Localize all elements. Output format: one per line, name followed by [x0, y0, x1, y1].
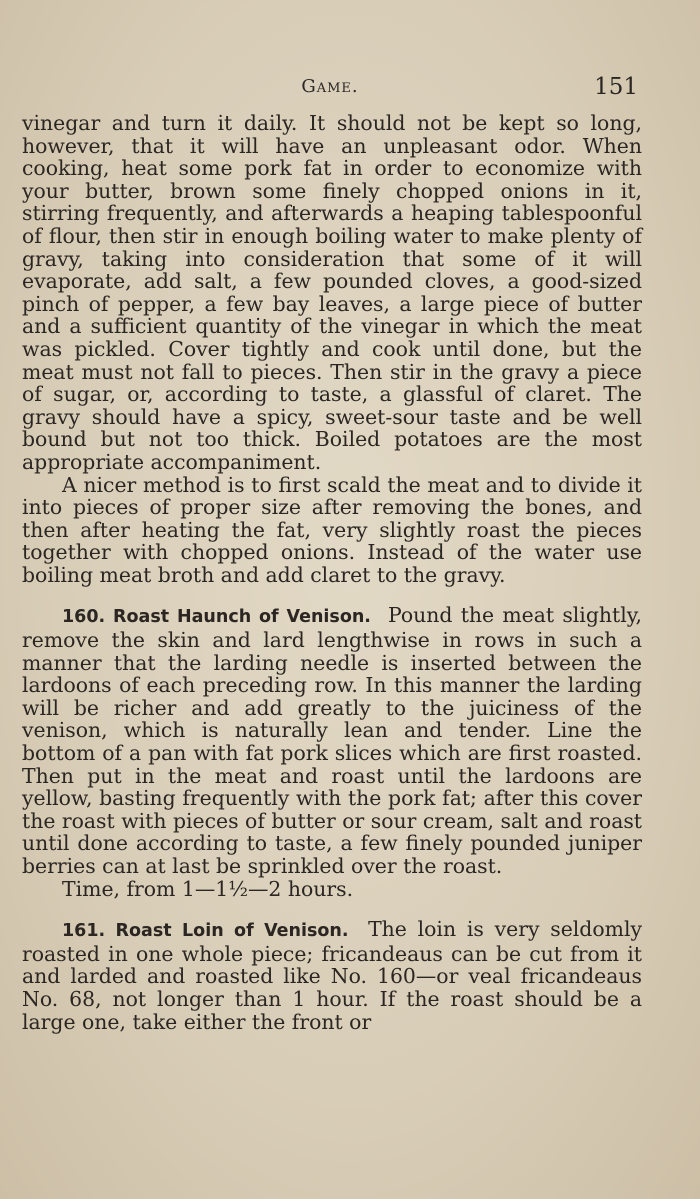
recipe-161: [22, 918, 642, 1033]
recipe-160: [22, 604, 642, 877]
paragraph-alternative-method: A nicer method is to first scald the meat and to divide it into pieces of proper size after removing the bones, and then after heating the fat, very slightly roast the pieces together with chopped onions. Instead of the water use boiling meat broth and add claret to the gravy.: [22, 472, 642, 587]
recipe-160-time: Time, from 1—1½—2 hours.: [62, 876, 354, 901]
recipe-160-heading: 160. Roast Haunch of Venison.: [62, 607, 380, 628]
recipe-161-text: The loin is very seldomly roasted in one whole piece; fricandeaus can be cut from it and larded and roasted like No. 160—or veal fricandeaus No. 68, not longer than 1 hour. If the roast should be a large one, take either the front or: [22, 917, 642, 1034]
page-number: 151: [594, 74, 638, 100]
running-head: [22, 72, 638, 106]
paragraph-continued: vinegar and turn it daily. It should not be kept so long, however, that it will have an unpleasant odor. When cooking, heat some pork fat in order to economize with your butter, brown some finely chopped onions in it, stirring frequently, and afterwards a heaping tablespoonful of flour, then stir in enough boiling water to make plenty of gravy, taking into consideration that some of it will evaporate, add salt, a few pounded cloves, a good-sized pinch of pepper, a few bay leaves, a large piece of butter and a sufficient quantity of the vinegar in which the meat was pickled. Cover tightly and cook until done, but the meat must not fall to pieces. Then stir in the gravy a piece of sugar, or, according to taste, a glassful of claret. The gravy should have a spicy, sweet-sour taste and be well bound but not too thick. Boiled potatoes are the most appropriate accompaniment.: [22, 111, 642, 474]
section-title: Game.: [301, 76, 359, 97]
recipe-160-text: Pound the meat slightly, remove the skin and lard lengthwise in rows in such a manner that the larding needle is inserted between the lardoons of each preceding row. In this manner the larding will be richer and add greatly to the juiciness of the venison, which is naturally lean and tender. Line the bottom of a pan with fat pork slices which are first roasted. Then put in the meat and roast until the lardoons are yellow, basting frequently with the pork fat; after this cover the roast with pieces of butter or sour cream, salt and roast until done according to taste, a few finely pounded juniper berries can at last be sprinkled over the roast.: [22, 603, 643, 878]
recipe-161-heading: 161. Roast Loin of Venison.: [62, 921, 358, 942]
page-text: [22, 112, 642, 1033]
